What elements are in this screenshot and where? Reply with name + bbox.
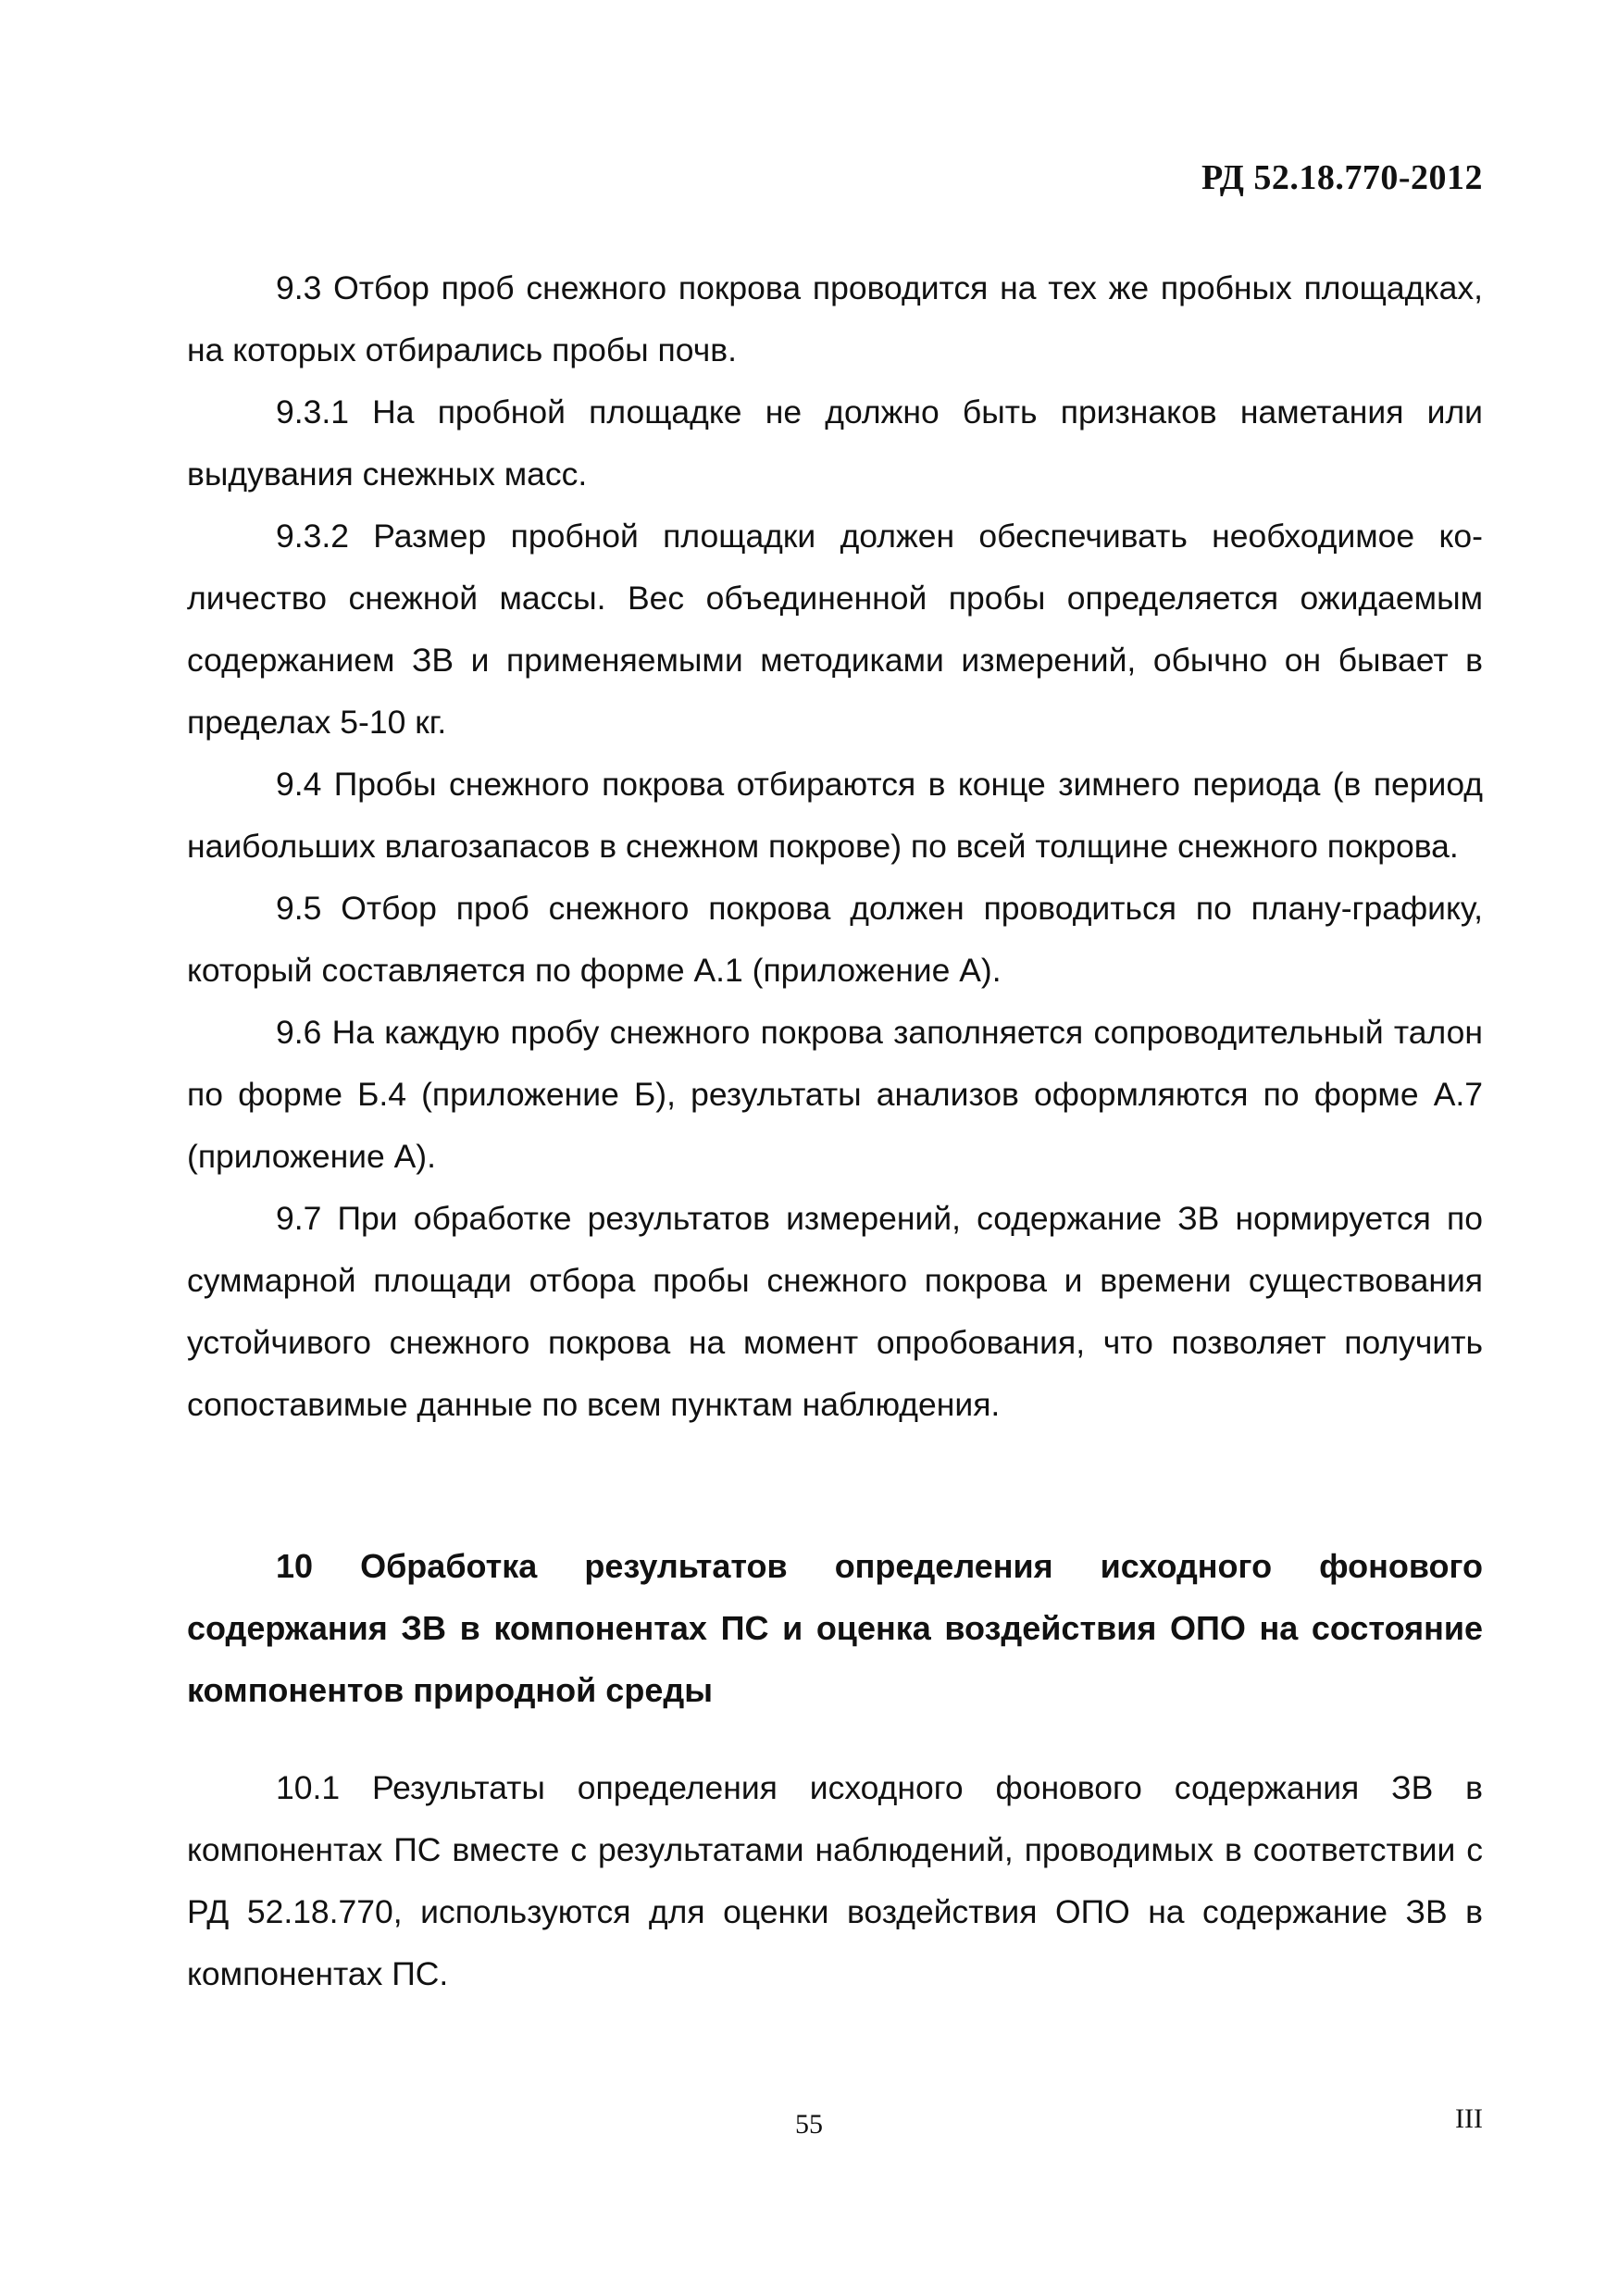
paragraph-9-5: 9.5 Отбор проб снежного покрова должен проводиться по плану-графику, который составляется по форме А.1 (приложение А). xyxy=(187,890,1483,989)
paragraph-9-3-2: 9.3.2 Размер пробной площадки должен обеспечивать необходимое количество снежной массы. Вес объединенной пробы определяется ожидаемым содержанием ЗВ и применяемыми методиками измерений, обычно он бывает в пределах 5-10 кг. xyxy=(187,518,1483,741)
paragraph-9-3: 9.3 Отбор проб снежного покрова проводится на тех же пробных площадках, на которых отбирались пробы почв. xyxy=(187,269,1483,368)
section-9-body xyxy=(187,257,1483,1436)
paragraph-10-1: 10.1 Результаты определения исходного фонового содержания ЗВ в компонентах ПС вместе с результатами наблюдений, проводимых в соответствии с РД 52.18.770, используются для оценки воздействия ОПО на содержание ЗВ в компонентах ПС. xyxy=(187,1769,1483,1992)
section-10-heading: 10 Обработка результатов определения исходного фонового содержания ЗВ в компонентах ПС и оценка воздействия ОПО на состояние компонентов природной среды xyxy=(187,1547,1483,1709)
paragraph-9-3-1: 9.3.1 На пробной площадке не должно быть признаков наметания или выдувания снежных масс. xyxy=(187,393,1483,493)
sheet-mark: III xyxy=(1455,2103,1483,2134)
paragraph-9-7: 9.7 При обработке результатов измерений, содержание ЗВ нормируется по суммарной площади отбора пробы снежного покрова и времени существования устойчивого снежного покрова на момент опробования, что позволяет получить сопоставимые данные по всем пунктам наблюдения. xyxy=(187,1200,1483,1423)
paragraph-9-4: 9.4 Пробы снежного покрова отбираются в конце зимнего периода (в период наибольших влагозапасов в снежном покрове) по всей толщине снежного покрова. xyxy=(187,766,1483,865)
page-number: 55 xyxy=(795,2109,823,2140)
document-code: РД 52.18.770-2012 xyxy=(1201,158,1483,197)
section-10-body xyxy=(187,1757,1483,2005)
paragraph-9-6: 9.6 На каждую пробу снежного покрова заполняется сопроводительный талон по форме Б.4 (приложение Б), результаты анализов оформляются по форме А.7 (приложение А). xyxy=(187,1014,1483,1175)
